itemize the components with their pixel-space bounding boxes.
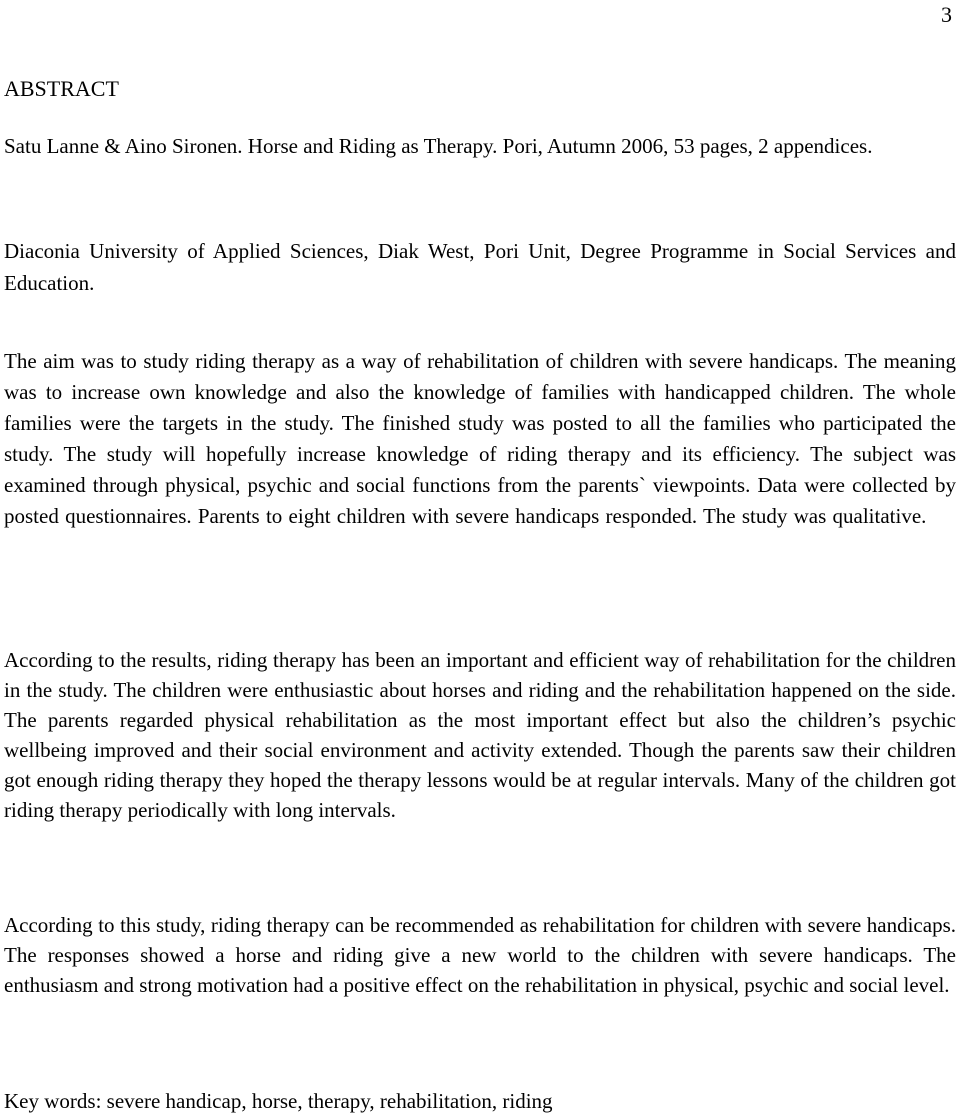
abstract-paragraph-conclusion: According to this study, riding therapy can be recommended as rehabilitation for children with severe handicaps. The responses showed a horse and riding give a new world to the children with severe handicaps. The enthusiasm and strong motivation had a positive effect on the rehabilitation in physical, psychic and social level. [4, 913, 956, 997]
keywords-text: Key words: severe handicap, horse, therapy, rehabilitation, riding [4, 1089, 553, 1113]
citation-text: Satu Lanne & Aino Sironen. Horse and Riding as Therapy. Pori, Autumn 2006, 53 pages, 2 appendices. [4, 134, 873, 158]
institution-text: Diaconia University of Applied Sciences, Diak West, Pori Unit, Degree Programme in Social Services and Education. [4, 239, 956, 295]
abstract-heading: ABSTRACT [4, 76, 119, 101]
abstract-paragraph-aim: The aim was to study riding therapy as a way of rehabilitation of children with severe handicaps. The meaning was to increase own knowledge and also the knowledge of families with handicapped children. The whole families were the targets in the study. The finished study was posted to all the families who participated the study. The study will hopefully increase knowledge of riding therapy and its efficiency. The subject was examined through physical, psychic and social functions from the parents` viewpoints. Data were collected by posted questionnaires. Parents to eight children with severe handicaps responded. The study was qualitative. [4, 349, 956, 528]
abstract-paragraph-results: According to the results, riding therapy has been an important and efficient way of rehabilitation for the children in the study. The children were enthusiastic about horses and riding and the rehabilitation happened on the side. The parents regarded physical rehabilitation as the most important effect but also the children’s psychic wellbeing improved and their social environment and activity extended. Though the parents saw their children got enough riding therapy they hoped the therapy lessons would be at regular intervals. Many of the children got riding therapy periodically with long intervals. [4, 648, 956, 822]
page-number: 3 [941, 2, 952, 27]
